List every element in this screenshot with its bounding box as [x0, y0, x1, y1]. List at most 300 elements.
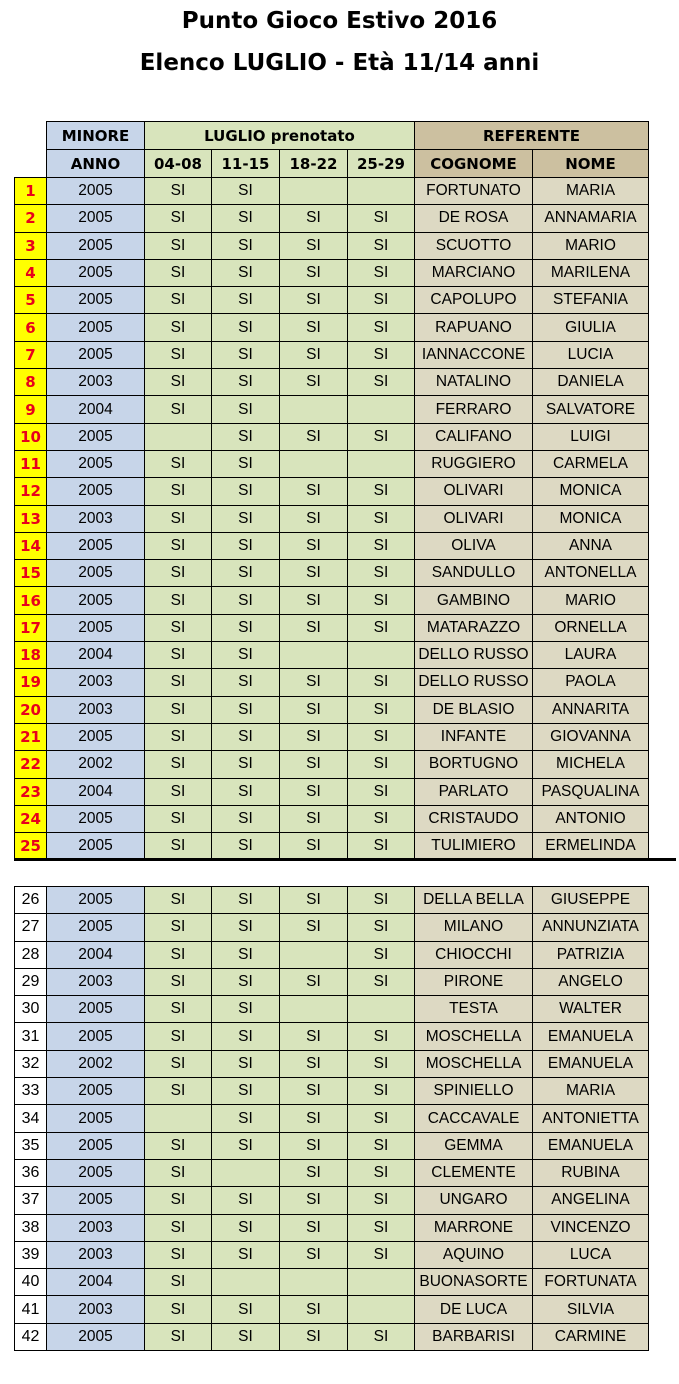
cell-anno: 2002 [47, 751, 145, 778]
table-row [15, 751, 649, 778]
table-row [15, 1323, 649, 1350]
table-row [15, 669, 649, 696]
cell-week-3: SI [280, 1023, 348, 1050]
cell-week-4: SI [348, 1078, 415, 1105]
cell-anno: 2005 [47, 423, 145, 450]
cell-week-3 [280, 450, 348, 477]
corner-blank [15, 150, 47, 178]
cell-cognome: FORTUNATO [415, 178, 533, 205]
table-row [15, 1214, 649, 1241]
cell-week-1: SI [145, 833, 212, 860]
cell-cognome: DE BLASIO [415, 696, 533, 723]
table-row [15, 805, 649, 832]
cell-week-3: SI [280, 833, 348, 860]
cell-cognome: GAMBINO [415, 587, 533, 614]
row-number: 15 [15, 560, 47, 587]
cell-cognome: PIRONE [415, 968, 533, 995]
cell-anno: 2005 [47, 1323, 145, 1350]
cell-anno: 2005 [47, 178, 145, 205]
cell-nome: GIULIA [533, 314, 649, 341]
cell-week-3: SI [280, 614, 348, 641]
cell-anno: 2005 [47, 341, 145, 368]
cell-week-4 [348, 1296, 415, 1323]
cell-anno: 2003 [47, 968, 145, 995]
cell-week-4: SI [348, 232, 415, 259]
cell-nome: ORNELLA [533, 614, 649, 641]
cell-week-3: SI [280, 532, 348, 559]
cell-cognome: SPINIELLO [415, 1078, 533, 1105]
cell-week-3: SI [280, 1241, 348, 1268]
cell-anno: 2005 [47, 996, 145, 1023]
cell-week-1: SI [145, 1132, 212, 1159]
table-row [15, 232, 649, 259]
cell-nome: ANTONIO [533, 805, 649, 832]
cell-anno: 2005 [47, 1132, 145, 1159]
cell-anno: 2005 [47, 560, 145, 587]
table-row [15, 505, 649, 532]
table-part-1 [14, 121, 649, 860]
cell-week-3 [280, 178, 348, 205]
cell-week-4: SI [348, 669, 415, 696]
cell-week-2: SI [212, 205, 280, 232]
cell-nome: ANNARITA [533, 696, 649, 723]
cell-nome: CARMINE [533, 1323, 649, 1350]
cell-week-3: SI [280, 1132, 348, 1159]
table-row [15, 1296, 649, 1323]
cell-week-2: SI [212, 723, 280, 750]
cell-cognome: MARCIANO [415, 259, 533, 286]
cell-anno: 2005 [47, 1105, 145, 1132]
cell-week-4: SI [348, 941, 415, 968]
cell-week-2: SI [212, 505, 280, 532]
cell-week-4: SI [348, 369, 415, 396]
cell-week-3: SI [280, 369, 348, 396]
header-referente: REFERENTE [415, 122, 649, 150]
cell-anno: 2005 [47, 805, 145, 832]
row-number: 8 [15, 369, 47, 396]
cell-nome: DANIELA [533, 369, 649, 396]
cell-week-3: SI [280, 205, 348, 232]
cell-anno: 2003 [47, 696, 145, 723]
cell-week-4: SI [348, 614, 415, 641]
row-number: 24 [15, 805, 47, 832]
cell-week-4: SI [348, 1323, 415, 1350]
cell-week-2: SI [212, 341, 280, 368]
row-number: 4 [15, 259, 47, 286]
table-row [15, 968, 649, 995]
cell-week-1: SI [145, 532, 212, 559]
cell-week-1: SI [145, 996, 212, 1023]
table-part-2 [14, 886, 649, 1351]
cell-week-4: SI [348, 914, 415, 941]
table-row [15, 205, 649, 232]
cell-week-2: SI [212, 833, 280, 860]
cell-nome: ANGELINA [533, 1187, 649, 1214]
row-number: 31 [15, 1023, 47, 1050]
cell-week-4: SI [348, 1050, 415, 1077]
row-number: 33 [15, 1078, 47, 1105]
cell-cognome: NATALINO [415, 369, 533, 396]
cell-week-1: SI [145, 1296, 212, 1323]
cell-week-1: SI [145, 205, 212, 232]
cell-week-1 [145, 423, 212, 450]
table-row [15, 941, 649, 968]
cell-cognome: SCUOTTO [415, 232, 533, 259]
cell-nome: PASQUALINA [533, 778, 649, 805]
cell-cognome: BARBARISI [415, 1323, 533, 1350]
cell-week-4: SI [348, 287, 415, 314]
cell-week-1: SI [145, 887, 212, 914]
cell-week-2: SI [212, 587, 280, 614]
row-number: 25 [15, 833, 47, 860]
cell-week-2: SI [212, 1241, 280, 1268]
header-week-3: 18-22 [280, 150, 348, 178]
cell-cognome: DELLO RUSSO [415, 642, 533, 669]
cell-week-2: SI [212, 1323, 280, 1350]
cell-week-1: SI [145, 1050, 212, 1077]
cell-nome: RUBINA [533, 1159, 649, 1186]
cell-week-3: SI [280, 1105, 348, 1132]
cell-week-4: SI [348, 259, 415, 286]
cell-week-2: SI [212, 1214, 280, 1241]
cell-anno: 2005 [47, 232, 145, 259]
section-divider [14, 858, 676, 861]
cell-nome: MARIO [533, 232, 649, 259]
cell-nome: ANTONELLA [533, 560, 649, 587]
cell-anno: 2003 [47, 1214, 145, 1241]
cell-nome: MONICA [533, 478, 649, 505]
cell-anno: 2005 [47, 887, 145, 914]
cell-week-4: SI [348, 696, 415, 723]
row-number: 37 [15, 1187, 47, 1214]
cell-nome: LUCIA [533, 341, 649, 368]
cell-nome: GIUSEPPE [533, 887, 649, 914]
row-number: 12 [15, 478, 47, 505]
row-number: 42 [15, 1323, 47, 1350]
cell-cognome: TULIMIERO [415, 833, 533, 860]
row-number: 30 [15, 996, 47, 1023]
cell-week-3 [280, 996, 348, 1023]
cell-anno: 2004 [47, 642, 145, 669]
cell-week-3: SI [280, 723, 348, 750]
row-number: 9 [15, 396, 47, 423]
table-row [15, 1050, 649, 1077]
cell-week-4: SI [348, 478, 415, 505]
table-row [15, 560, 649, 587]
cell-nome: ANGELO [533, 968, 649, 995]
cell-week-1: SI [145, 232, 212, 259]
table-row [15, 1241, 649, 1268]
cell-week-4: SI [348, 805, 415, 832]
table-row [15, 1105, 649, 1132]
cell-nome: LUCA [533, 1241, 649, 1268]
cell-cognome: OLIVARI [415, 478, 533, 505]
cell-week-1: SI [145, 723, 212, 750]
table-row [15, 1023, 649, 1050]
cell-week-4: SI [348, 1187, 415, 1214]
row-number: 6 [15, 314, 47, 341]
cell-week-2: SI [212, 1105, 280, 1132]
table-row [15, 914, 649, 941]
cell-anno: 2005 [47, 205, 145, 232]
cell-cognome: BORTUGNO [415, 751, 533, 778]
corner-blank [15, 122, 47, 150]
row-number: 26 [15, 887, 47, 914]
cell-week-4: SI [348, 1159, 415, 1186]
document-title: Punto Gioco Estivo 2016 [181, 8, 498, 34]
cell-nome: MARIO [533, 587, 649, 614]
cell-anno: 2005 [47, 614, 145, 641]
cell-week-3 [280, 642, 348, 669]
cell-week-3: SI [280, 314, 348, 341]
cell-cognome: DELLA BELLA [415, 887, 533, 914]
cell-week-4: SI [348, 723, 415, 750]
cell-cognome: RAPUANO [415, 314, 533, 341]
cell-nome: WALTER [533, 996, 649, 1023]
cell-week-4: SI [348, 587, 415, 614]
cell-week-1: SI [145, 341, 212, 368]
cell-cognome: CACCAVALE [415, 1105, 533, 1132]
cell-nome: PATRIZIA [533, 941, 649, 968]
cell-week-2: SI [212, 560, 280, 587]
cell-anno: 2004 [47, 778, 145, 805]
cell-nome: EMANUELA [533, 1023, 649, 1050]
cell-week-4: SI [348, 341, 415, 368]
header-week-1: 04-08 [145, 150, 212, 178]
table-row [15, 642, 649, 669]
cell-anno: 2005 [47, 1078, 145, 1105]
cell-week-1: SI [145, 505, 212, 532]
cell-week-1: SI [145, 751, 212, 778]
header-anno: ANNO [47, 150, 145, 178]
cell-week-4 [348, 396, 415, 423]
row-number: 21 [15, 723, 47, 750]
cell-anno: 2005 [47, 478, 145, 505]
cell-cognome: DE LUCA [415, 1296, 533, 1323]
cell-week-1: SI [145, 587, 212, 614]
cell-cognome: PARLATO [415, 778, 533, 805]
cell-week-3: SI [280, 1159, 348, 1186]
cell-cognome: MILANO [415, 914, 533, 941]
cell-week-2: SI [212, 1187, 280, 1214]
cell-nome: STEFANIA [533, 287, 649, 314]
cell-week-3 [280, 396, 348, 423]
cell-week-1: SI [145, 1187, 212, 1214]
row-number: 16 [15, 587, 47, 614]
cell-week-4: SI [348, 505, 415, 532]
cell-week-1: SI [145, 1214, 212, 1241]
cell-anno: 2005 [47, 450, 145, 477]
cell-week-4: SI [348, 1023, 415, 1050]
cell-week-1: SI [145, 1241, 212, 1268]
cell-week-1: SI [145, 396, 212, 423]
cell-week-3: SI [280, 560, 348, 587]
cell-anno: 2002 [47, 1050, 145, 1077]
cell-week-2: SI [212, 1050, 280, 1077]
cell-nome: SALVATORE [533, 396, 649, 423]
cell-cognome: OLIVARI [415, 505, 533, 532]
table-row [15, 532, 649, 559]
row-number: 29 [15, 968, 47, 995]
cell-week-3: SI [280, 1078, 348, 1105]
cell-anno: 2003 [47, 1296, 145, 1323]
table-row [15, 587, 649, 614]
table-row [15, 833, 649, 860]
cell-week-1: SI [145, 314, 212, 341]
cell-week-3: SI [280, 341, 348, 368]
cell-week-1 [145, 1105, 212, 1132]
cell-week-4: SI [348, 532, 415, 559]
table-row [15, 887, 649, 914]
cell-week-1: SI [145, 914, 212, 941]
header-luglio: LUGLIO prenotato [145, 122, 415, 150]
cell-week-2: SI [212, 423, 280, 450]
cell-week-3: SI [280, 478, 348, 505]
cell-week-3: SI [280, 232, 348, 259]
cell-anno: 2005 [47, 914, 145, 941]
cell-week-2: SI [212, 778, 280, 805]
cell-nome: GIOVANNA [533, 723, 649, 750]
cell-week-2: SI [212, 259, 280, 286]
row-number: 11 [15, 450, 47, 477]
cell-week-2: SI [212, 751, 280, 778]
cell-week-2: SI [212, 914, 280, 941]
cell-week-2: SI [212, 642, 280, 669]
row-number: 40 [15, 1269, 47, 1296]
row-number: 5 [15, 287, 47, 314]
cell-week-1: SI [145, 1078, 212, 1105]
cell-cognome: MOSCHELLA [415, 1023, 533, 1050]
cell-cognome: RUGGIERO [415, 450, 533, 477]
cell-week-4: SI [348, 1214, 415, 1241]
cell-week-4 [348, 178, 415, 205]
cell-week-2: SI [212, 396, 280, 423]
cell-cognome: UNGARO [415, 1187, 533, 1214]
cell-week-4 [348, 642, 415, 669]
cell-week-2: SI [212, 669, 280, 696]
table-row [15, 259, 649, 286]
row-number: 20 [15, 696, 47, 723]
row-number: 22 [15, 751, 47, 778]
cell-week-1: SI [145, 614, 212, 641]
cell-cognome: FERRARO [415, 396, 533, 423]
cell-week-3: SI [280, 259, 348, 286]
cell-week-2: SI [212, 968, 280, 995]
cell-week-2: SI [212, 369, 280, 396]
table-row [15, 341, 649, 368]
cell-week-3: SI [280, 751, 348, 778]
cell-week-1: SI [145, 560, 212, 587]
cell-cognome: SANDULLO [415, 560, 533, 587]
cell-cognome: MATARAZZO [415, 614, 533, 641]
header-nome: NOME [533, 150, 649, 178]
cell-week-4: SI [348, 833, 415, 860]
row-number: 36 [15, 1159, 47, 1186]
cell-cognome: INFANTE [415, 723, 533, 750]
cell-week-2: SI [212, 1078, 280, 1105]
header-week-4: 25-29 [348, 150, 415, 178]
cell-nome: MARIA [533, 1078, 649, 1105]
cell-week-1: SI [145, 805, 212, 832]
cell-anno: 2005 [47, 1187, 145, 1214]
cell-week-2: SI [212, 178, 280, 205]
cell-nome: EMANUELA [533, 1050, 649, 1077]
cell-week-1: SI [145, 287, 212, 314]
cell-week-2: SI [212, 996, 280, 1023]
cell-nome: ANNUNZIATA [533, 914, 649, 941]
cell-anno: 2005 [47, 833, 145, 860]
cell-week-1: SI [145, 642, 212, 669]
cell-week-1: SI [145, 1323, 212, 1350]
table-row [15, 996, 649, 1023]
cell-week-3: SI [280, 914, 348, 941]
table-row [15, 423, 649, 450]
cell-cognome: IANNACCONE [415, 341, 533, 368]
row-number: 38 [15, 1214, 47, 1241]
table-row [15, 450, 649, 477]
cell-week-4: SI [348, 887, 415, 914]
row-number: 19 [15, 669, 47, 696]
cell-week-2 [212, 1269, 280, 1296]
cell-week-1: SI [145, 369, 212, 396]
cell-nome: ANNAMARIA [533, 205, 649, 232]
row-number: 10 [15, 423, 47, 450]
cell-week-3: SI [280, 1187, 348, 1214]
table-row [15, 1187, 649, 1214]
cell-week-3: SI [280, 805, 348, 832]
cell-week-3: SI [280, 1296, 348, 1323]
cell-week-3 [280, 941, 348, 968]
cell-week-2: SI [212, 532, 280, 559]
cell-nome: MARILENA [533, 259, 649, 286]
cell-week-4: SI [348, 423, 415, 450]
cell-nome: VINCENZO [533, 1214, 649, 1241]
row-number: 14 [15, 532, 47, 559]
cell-nome: LUIGI [533, 423, 649, 450]
cell-anno: 2005 [47, 1159, 145, 1186]
cell-week-3: SI [280, 505, 348, 532]
cell-week-3: SI [280, 887, 348, 914]
row-number: 41 [15, 1296, 47, 1323]
cell-week-2: SI [212, 314, 280, 341]
cell-anno: 2003 [47, 505, 145, 532]
header-cognome: COGNOME [415, 150, 533, 178]
cell-nome: ANNA [533, 532, 649, 559]
cell-week-2: SI [212, 1132, 280, 1159]
cell-nome: FORTUNATA [533, 1269, 649, 1296]
cell-cognome: CLEMENTE [415, 1159, 533, 1186]
cell-anno: 2003 [47, 669, 145, 696]
cell-cognome: MOSCHELLA [415, 1050, 533, 1077]
table-row [15, 614, 649, 641]
cell-anno: 2005 [47, 287, 145, 314]
cell-cognome: GEMMA [415, 1132, 533, 1159]
cell-anno: 2005 [47, 1023, 145, 1050]
row-number: 39 [15, 1241, 47, 1268]
cell-week-1: SI [145, 778, 212, 805]
cell-week-4: SI [348, 778, 415, 805]
cell-week-4 [348, 450, 415, 477]
cell-week-2: SI [212, 1023, 280, 1050]
table-row [15, 778, 649, 805]
cell-week-2: SI [212, 941, 280, 968]
cell-week-1: SI [145, 178, 212, 205]
cell-cognome: CALIFANO [415, 423, 533, 450]
row-number: 34 [15, 1105, 47, 1132]
cell-nome: ANTONIETTA [533, 1105, 649, 1132]
cell-anno: 2005 [47, 314, 145, 341]
cell-cognome: BUONASORTE [415, 1269, 533, 1296]
